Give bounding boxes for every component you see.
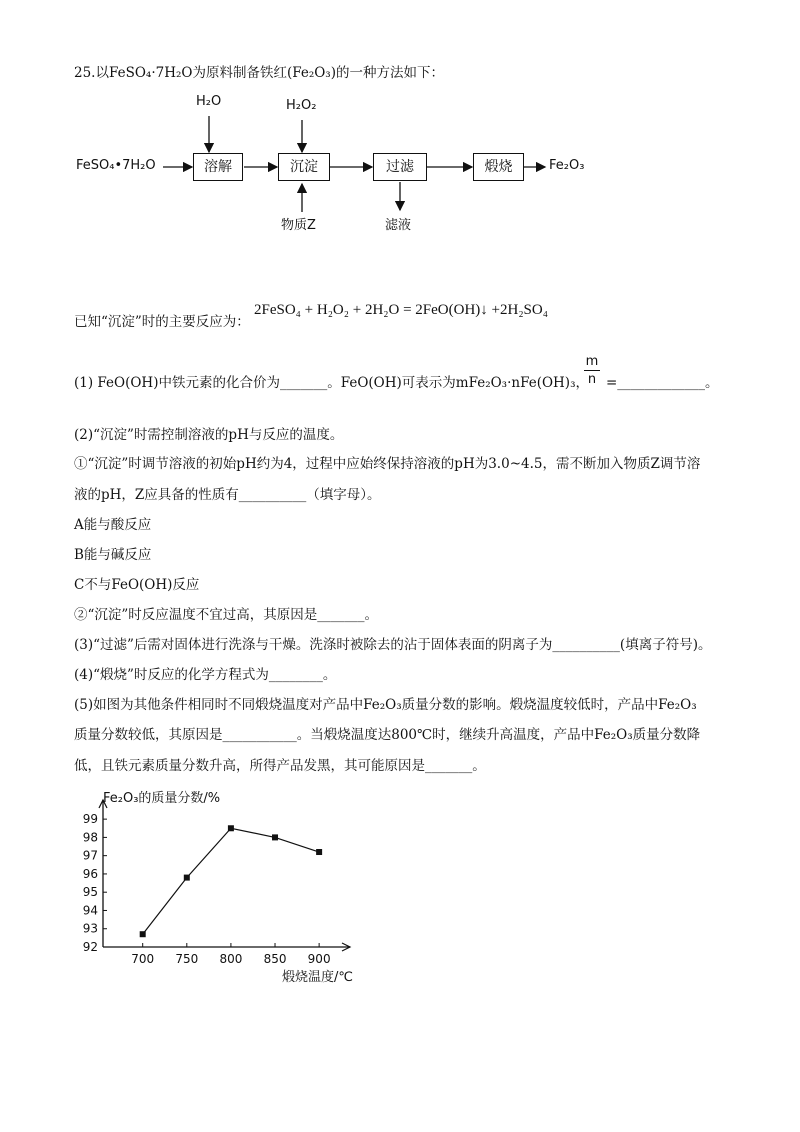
- option-a: A能与酸反应: [74, 517, 152, 533]
- data-point: [316, 849, 322, 855]
- line-chart: [70, 780, 390, 990]
- flow-step-filter: 过滤: [373, 153, 427, 181]
- question-5c: 低，且铁元素质量分数升高，所得产品发黑，其可能原因是_______。: [74, 758, 486, 774]
- x-tick-label: 850: [263, 952, 287, 966]
- data-point: [140, 931, 146, 937]
- y-tick-label: 96: [82, 866, 98, 881]
- question-1-tail: =_____________。: [606, 375, 719, 391]
- known-label: 已知“沉淀”时的主要反应为：: [74, 314, 250, 330]
- question-4: (4)“煅烧”时反应的化学方程式为________。: [74, 667, 337, 683]
- question-2: (2)“沉淀”时需控制溶液的pH与反应的温度。: [74, 427, 344, 443]
- option-c: C不与FeO(OH)反应: [74, 577, 200, 593]
- fraction-denominator: n: [587, 372, 597, 387]
- chart-ylabel: Fe₂O₃的质量分数/%: [103, 791, 221, 806]
- flow-output: Fe₂O₃: [549, 158, 585, 173]
- flow-input: FeSO₄•7H₂O: [76, 158, 156, 173]
- x-tick-label: 800: [219, 952, 243, 966]
- flow-step-precipitate: 沉淀: [278, 153, 330, 181]
- question-2-part-1a: ①“沉淀”时调节溶液的初始pH约为4，过程中应始终保持溶液的pH为3.0~4.5，需不断加入物质Z调节溶: [74, 456, 701, 472]
- x-tick-label: 900: [307, 952, 331, 966]
- y-tick-label: 93: [82, 921, 98, 936]
- y-tick-label: 95: [82, 885, 98, 900]
- data-point: [184, 875, 190, 881]
- fraction-numerator: m: [585, 354, 599, 369]
- y-tick-label: 92: [82, 940, 98, 954]
- flow-reagent-water: H₂O: [196, 94, 222, 109]
- question-2-part-2: ②“沉淀”时反应温度不宜过高，其原因是_______。: [74, 607, 379, 623]
- y-tick-label: 98: [82, 830, 98, 845]
- data-point: [228, 825, 234, 831]
- option-b: B能与碱反应: [74, 547, 152, 563]
- question-2-part-1b: 液的pH，Z应具备的性质有__________（填字母）。: [74, 487, 381, 503]
- flow-step-calcine: 煅烧: [473, 153, 524, 181]
- intro-text: 25.以FeSO₄·7H₂O为原料制备铁红(Fe₂O₃)的一种方法如下：: [74, 65, 444, 81]
- question-3: (3)“过滤”后需对固体进行洗涤与干燥。洗涤时被除去的沾于固体表面的阴离子为__________(填离子符号)。: [74, 637, 712, 653]
- flow-filtrate: 滤液: [385, 218, 412, 233]
- y-tick-label: 99: [82, 812, 98, 827]
- question-5a: (5)如图为其他条件相同时不同煅烧温度对产品中Fe₂O₃质量分数的影响。煅烧温度较低时，产品中Fe₂O₃: [74, 697, 697, 713]
- fraction-m-over-n: [584, 354, 600, 389]
- x-tick-label: 750: [175, 952, 199, 966]
- reaction-equation: 2FeSO₄ + H₂O₂ + 2H₂O = 2FeO(OH)↓ +2H₂SO₄: [254, 302, 548, 318]
- chart-xlabel: 煅烧温度/℃: [282, 970, 353, 985]
- question-5b: 质量分数较低，其原因是___________。当煅烧温度达800℃时，继续升高温度，产品中Fe₂O₃质量分数降: [74, 727, 701, 743]
- data-point: [272, 834, 278, 840]
- flow-arrows: [0, 0, 800, 250]
- y-tick-label: 97: [82, 848, 98, 863]
- flow-reagent-z: 物质Z: [281, 218, 316, 233]
- flow-reagent-h2o2: H₂O₂: [286, 98, 317, 113]
- series-line: [143, 828, 319, 934]
- flow-step-dissolve: 溶解: [193, 153, 243, 181]
- question-1: (1) FeO(OH)中铁元素的化合价为_______。FeO(OH)可表示为mFe₂O₃·nFe(OH)₃，: [74, 375, 589, 391]
- y-tick-label: 94: [82, 903, 98, 918]
- x-tick-label: 700: [131, 952, 155, 966]
